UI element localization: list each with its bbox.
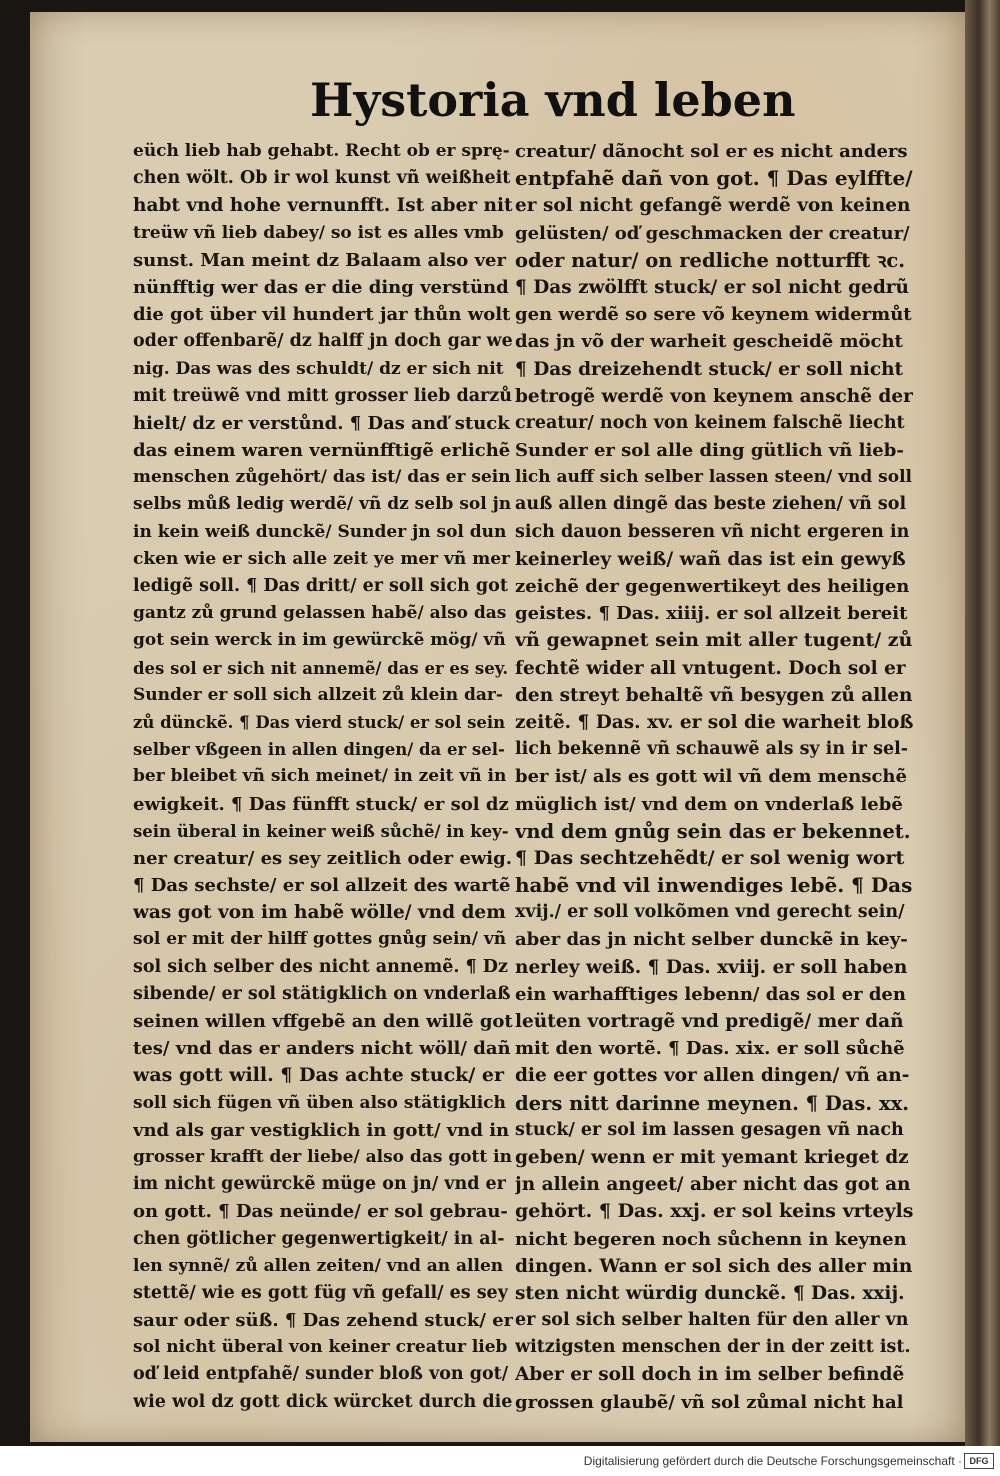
text-line: des sol er sich nit annemẽ/ das er es sey. [133, 658, 509, 678]
text-line: on gott. ¶ Das neünde/ er sol gebrau- [133, 1201, 508, 1223]
text-line: wie wol dz gott dick würcket durch die [133, 1391, 513, 1412]
text-line: eüch lieb hab gehabt. Recht ob er sprę- [133, 141, 510, 161]
text-line: die got über vil hundert jar thůn wolt [133, 304, 511, 326]
text-line: im nicht gewürckẽ müge on jn/ vnd er [133, 1174, 506, 1195]
text-line: zeitẽ. ¶ Das. xv. er sol die warheit bloß [515, 711, 913, 733]
page-header: Hystoria vnd leben [310, 73, 796, 127]
text-line: habt vnd hohe vernunfft. Ist aber nit [133, 195, 513, 217]
text-line: das einem waren vernünfftigẽ erlichẽ [133, 440, 511, 462]
text-line: sol nicht überal von keiner creatur lieb [133, 1337, 508, 1358]
text-line: was got von im habẽ wölle/ vnd dem [133, 902, 506, 924]
text-line: den streyt behaltẽ vñ besygen zů allen [515, 684, 913, 706]
text-line: len synnẽ/ zů allen zeiten/ vnd an allen [133, 1255, 504, 1276]
text-line: ewigkeit. ¶ Das fünfft stuck/ er sol dz [133, 793, 509, 815]
text-line: aber das jn nicht selber dunckẽ in key- [515, 929, 908, 951]
text-line: betrogẽ werdẽ von keynem anschẽ der [515, 385, 913, 407]
text-line: sunst. Man meint dz Balaam also ver [133, 249, 506, 271]
text-line: Sunder er sol alle ding gütlich vñ lieb- [515, 440, 904, 462]
text-line: ¶ Das sechste/ er sol allzeit des wartẽ [133, 875, 511, 897]
text-line: ner creatur/ es sey zeitlich oder ewig. [133, 847, 512, 869]
text-line: vnd dem gnůg sein das er bekennet. [515, 819, 911, 843]
text-line: creatur/ noch von keinem falschẽ liecht [515, 412, 905, 433]
text-line: grossen glaubẽ/ vñ sol zůmal nicht hal [515, 1391, 904, 1413]
text-line: ber bleibet vñ sich meinet/ in zeit vñ in [133, 766, 507, 787]
text-line: oder natur/ on redliche notturfft ꝛc. [515, 248, 905, 272]
text-line: leüten vortragẽ vnd predigẽ/ mer dañ [515, 1011, 904, 1032]
text-line: in kein weiß dunckẽ/ Sunder jn sol dun [133, 521, 507, 542]
text-line: dingen. Wann er sol sich des aller min [515, 1255, 913, 1277]
text-line: mit den wortẽ. ¶ Das. xix. er soll sůchẽ [515, 1038, 905, 1060]
text-line: soll sich fügen vñ üben also stätigklich [133, 1092, 506, 1113]
text-line: got sein werck in im gewürckẽ mög/ vñ [133, 630, 506, 651]
text-line: mit treüwẽ vnd mitt grosser lieb darzů [133, 385, 512, 406]
text-line: selbs můß ledig werdẽ/ vñ dz selb sol jn [133, 494, 512, 515]
text-line: sich dauon besseren vñ nicht ergeren in [515, 521, 910, 542]
text-line: ledigẽ soll. ¶ Das dritt/ er soll sich got [133, 576, 508, 596]
text-line: gantz zů grund gelassen habẽ/ also das [133, 603, 507, 624]
text-line: menschen zůgehört/ das ist/ das er sein [133, 467, 511, 488]
text-line: geistes. ¶ Das. xiiij. er sol allzeit bereit [515, 603, 908, 625]
text-line: gehört. ¶ Das. xxj. er sol keins vrteyls [515, 1200, 913, 1223]
text-line: lich bekennẽ vñ schauwẽ als sy in ir sel- [515, 739, 909, 760]
text-line: chen wölt. Ob ir wol kunst vñ weißheit [133, 168, 511, 189]
text-line: sein überal in keiner weiß sůchẽ/ in key- [133, 821, 509, 841]
text-line: zeichẽ der gegenwertikeyt des heiligen [515, 576, 910, 597]
text-line: treüw vñ lieb dabey/ so ist es alles vmb [133, 222, 504, 243]
funding-credit: Digitalisierung gefördert durch die Deutsche Forschungsgemeinschaft · [583, 1454, 962, 1468]
text-line: keinerley weiß/ wañ das ist ein gewyß [515, 548, 906, 570]
text-line: oď leid entpfahẽ/ sunder bloß von got/ [133, 1364, 509, 1385]
text-line: auß allen dingẽ das beste ziehen/ vñ sol [515, 494, 907, 515]
text-line: fechtẽ wider all vntugent. Doch sol er [515, 657, 906, 679]
text-line: gelüsten/ oď geschmacken der creatur/ [515, 222, 910, 244]
footer-bar [0, 1446, 1000, 1476]
text-line: xvij./ er soll volkõmen vnd gerecht sein/ [515, 902, 905, 923]
text-line: stettẽ/ wie es gott füg vñ gefall/ es sey [133, 1282, 508, 1303]
text-line: witzigsten menschen der in der zeitt ist. [515, 1337, 911, 1358]
text-line: nerley weiß. ¶ Das. xviij. er soll haben [515, 956, 908, 978]
text-line: vñ gewapnet sein mit aller tugent/ zů [515, 629, 913, 652]
text-line: sol er mit der hilff gottes gnůg sein/ vñ [133, 929, 507, 950]
text-line: nig. Das was des schuldt/ dz er sich nit [133, 358, 504, 379]
text-line: chen götlicher gegenwertigkeit/ in al- [133, 1228, 505, 1249]
text-line: nünfftig wer das er die ding verstünd [133, 276, 509, 298]
text-line: ein warhafftiges lebenn/ das sol er den [515, 983, 906, 1005]
text-line: saur oder süß. ¶ Das zehend stuck/ er [133, 1310, 513, 1332]
text-line: gen werdẽ so sere võ keynem widermůt [515, 304, 912, 326]
text-line: Aber er soll doch in im selber befindẽ [515, 1364, 905, 1386]
text-line: habẽ vnd vil inwendiges lebẽ. ¶ Das [515, 873, 913, 898]
text-line: ¶ Das sechtzehẽdt/ er sol wenig wort [515, 846, 905, 869]
text-line: oder offenbarẽ/ dz halff jn doch gar we [133, 331, 513, 352]
text-line: was gott will. ¶ Das achte stuck/ er [133, 1064, 504, 1087]
text-line: das jn võ der warheit gescheidẽ möcht [515, 331, 903, 353]
text-line: jn allein angeet/ aber nicht das got an [515, 1174, 911, 1196]
text-line: er sol nicht gefangẽ werdẽ von keinen [515, 195, 911, 217]
text-line: entpfahẽ dañ von got. ¶ Das eylffte/ [515, 166, 913, 191]
text-line: sten nicht würdig dunckẽ. ¶ Das. xxij. [515, 1282, 905, 1304]
text-line: sibende/ er sol stätigklich on vnderlaß [133, 983, 511, 1004]
left-text-column [133, 138, 513, 1416]
text-line: creatur/ dãnocht sol er es nicht anders [515, 141, 908, 162]
text-line: die eer gottes vor allen dingen/ vñ an- [515, 1065, 910, 1087]
text-line: ¶ Das dreizehendt stuck/ er soll nicht [515, 358, 904, 380]
text-line: lich auff sich selber lassen steen/ vnd soll [515, 467, 912, 488]
book-edge [965, 0, 1000, 1446]
text-line: er sol sich selber halten für den aller vn [515, 1310, 909, 1331]
text-line: ber ist/ als es gott wil vñ dem menschẽ [515, 766, 907, 788]
text-line: ¶ Das zwölfft stuck/ er sol nicht gedrũ [515, 276, 909, 298]
text-line: vnd als gar vestigklich in gott/ vnd in [133, 1119, 510, 1141]
text-line: ders nitt darinne meynen. ¶ Das. xx. [515, 1091, 910, 1115]
text-line: selber vßgeen in allen dingen/ da er sel- [133, 740, 505, 760]
text-line: müglich ist/ vnd dem on vnderlaß lebẽ [515, 793, 903, 815]
text-line: geben/ wenn er mit yemant krieget dz [515, 1146, 909, 1168]
right-text-column [515, 138, 913, 1416]
text-line: nicht begeren noch sůchenn in keynen [515, 1228, 907, 1250]
text-line: cken wie er sich alle zeit ye mer vñ mer [133, 548, 510, 569]
text-line: seinen willen vffgebẽ an den willẽ got [133, 1011, 513, 1032]
text-line: tes/ vnd das er anders nicht wöll/ dañ [133, 1038, 511, 1060]
text-line: stuck/ er sol im lassen gesagen vñ nach [515, 1119, 904, 1140]
text-line: sol sich selber des nicht annemẽ. ¶ Dz [133, 956, 508, 977]
text-line: hielt/ dz er verstůnd. ¶ Das anď stuck [133, 412, 510, 434]
text-line: zů dünckẽ. ¶ Das vierd stuck/ er sol sein [133, 712, 506, 732]
text-line: Sunder er soll sich allzeit zů klein dar- [133, 684, 503, 705]
dfg-logo: DFG [964, 1453, 994, 1469]
text-line: grosser krafft der liebe/ also das gott in [133, 1146, 512, 1167]
